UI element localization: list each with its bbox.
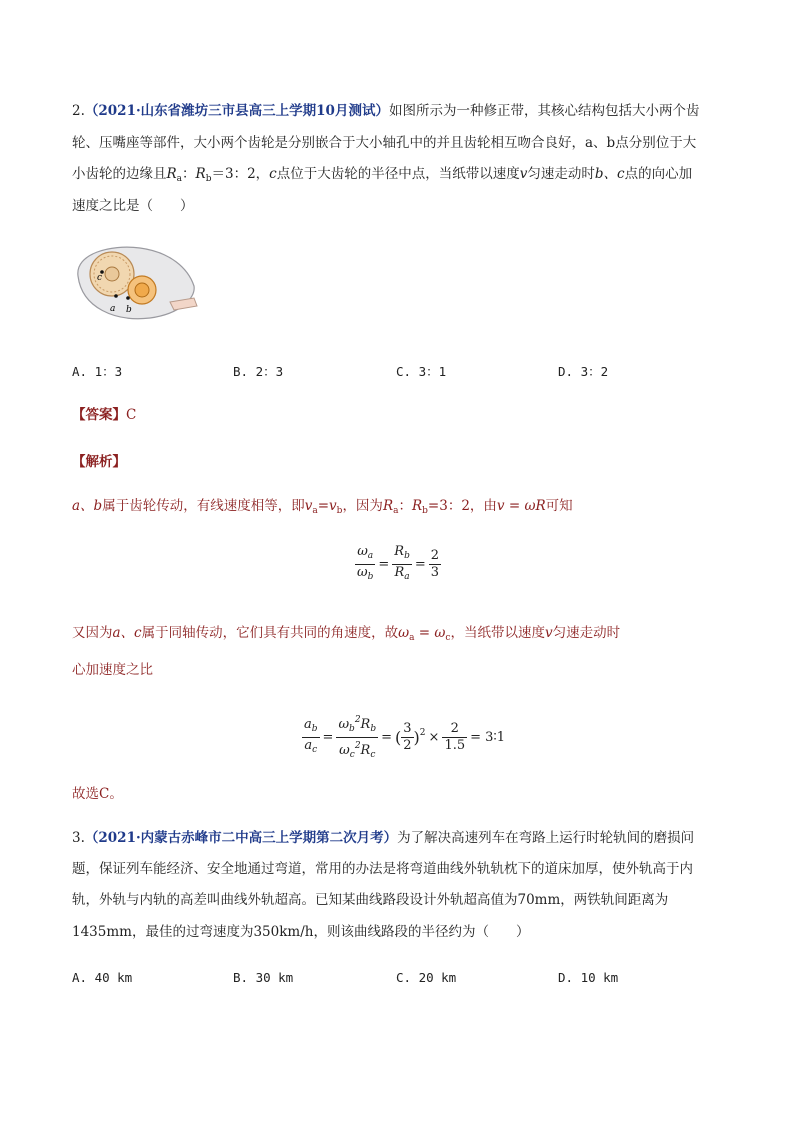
q2-number: 2. [72,103,85,119]
al1-rb: R [411,498,423,514]
conclusion: 故选C。 [72,786,123,802]
eq2-d2b: R [360,743,371,758]
eq2-pow: 2 [419,728,426,738]
eq2-d3: 1.5 [444,738,466,753]
eq1-num-b-sub: b [404,551,410,561]
q3-text-1: 为了解决高速列车在弯路上运行时轮轨间的磨损问 [397,830,695,846]
eq1-frac-num [429,548,441,581]
q2-bc: b、c [594,166,625,182]
analysis-line-1 [72,496,573,521]
al1-eq: = [317,498,330,514]
eq1-frac-r [392,544,412,585]
figure-label-a: a [110,304,116,314]
q3-source: （2021·内蒙古赤峰市二中高三上学期第二次月考） [84,830,398,846]
eq2-n3: 2 [442,721,467,738]
eq2-d2a-sub: c [349,750,355,760]
eq1-equals-2: = [414,557,426,572]
al1-va: v [304,498,313,514]
eq2-frac-2-15 [442,721,467,754]
eq2-n1-sub: b [311,724,318,734]
conclusion-line [72,784,123,804]
answer-tag: 【答案】 [72,407,126,423]
eq2-result: = 3∶1 [470,730,506,745]
eq2-frac-32 [401,721,413,754]
eq1-den-b-sub: a [404,572,410,582]
eq2-d2a: ω [339,743,350,758]
q2-rb: R [195,166,206,182]
q2-ratio: ＝3：2， [211,166,270,182]
q2-option-c[interactable]: C. 3：1 [396,364,447,379]
q3-line-4 [72,922,529,942]
al1-v: v [496,498,505,514]
q3-text-3: 轨，外轨与内轨的高差叫曲线外轨超高。已知某曲线路段设计外轨超高值为70mm，两铁轨间距离为 [72,892,669,908]
al2-omega-c: ω [434,625,446,641]
al2-c: 属于同轴传动，它们具有共同的角速度，故 [141,625,399,641]
eq2-d2b-sub: c [370,750,376,760]
al2-i: 匀速走动时 [552,625,621,641]
al1-va-sub: a [312,506,318,516]
eq1-num-b: R [394,544,405,559]
q2-ra-sub: a [176,174,183,184]
q2-v: v [519,166,528,182]
q3-option-b[interactable]: B. 30 km [233,970,294,985]
eq2-n1: a [304,717,312,732]
eq1-den-a-sub: b [367,572,374,582]
eq2-n2a-sub: b [349,724,355,734]
q2-line-3 [72,164,692,189]
q2-rb-sub: b [205,174,212,184]
eq2-equals-a: = [322,730,334,745]
al1-ab: a、b [72,498,103,514]
al2-omega-a: ω [398,625,410,641]
analysis-tag: 【解析】 [72,454,126,470]
al1-ra: R [382,498,394,514]
q3-text-2: 题，保证列车能经济、安全地通过弯道，常用的办法是将弯道曲线外轨轨枕下的道床加厚，使外轨高于内 [72,861,693,877]
eq2-fn: 3 [403,721,412,736]
eq2-d1-sub: c [312,745,318,755]
eq1-frac-omega [355,544,375,585]
answer-line [72,405,136,425]
q3-text-4: 1435mm，最佳的过弯速度为350km/h，则该曲线路段的半径约为（ ） [72,924,530,940]
q3-option-c[interactable]: C. 20 km [396,970,457,985]
equation-1 [355,544,441,585]
q2-option-d[interactable]: D. 3：2 [558,364,609,379]
correction-tape-figure [70,236,200,331]
al1-b: 属于齿轮传动，有线速度相等，即 [102,498,305,514]
q3-line-1 [72,828,694,848]
al2-omega-a-sub: a [409,633,415,643]
equation-2 [302,712,508,763]
eq1-num-a: ω [357,544,368,559]
eq1-equals-1: = [378,557,390,572]
analysis-line-2 [72,623,620,648]
q2-line-1 [72,101,699,121]
q2-text-3c: 点位于大齿轮的半径中点，当纸带以速度 [276,166,520,182]
al1-ra-sub: a [393,506,399,516]
q2-source: （2021·山东省潍坊三市县高三上学期10月测试） [84,103,389,119]
eq2-frac-a [302,717,320,758]
eq2-frac-omega [336,712,378,763]
q2-option-b[interactable]: B. 2：3 [233,364,284,379]
q2-ra: R [166,166,177,182]
al1-vb: v [329,498,337,514]
q2-c: c [269,166,277,182]
figure-label-c: c [97,273,103,283]
al1-ratio: =3：2，由 [427,498,497,514]
eq2-n2b-sub: b [370,724,377,734]
q3-number: 3. [72,830,85,846]
eq1-num-a-sub: a [367,551,374,561]
al1-colon: ： [398,498,412,514]
eq1-den-b: R [394,565,405,580]
q2-text-1: 如图所示为一种修正带，其核心结构包括大小两个齿 [388,103,700,119]
eq2-paren-l: ( [395,728,402,747]
figure-label-b: b [126,305,132,315]
al2-ac: a、c [112,625,142,641]
q2-line-2 [72,133,696,153]
al1-f: ，因为 [342,498,383,514]
eq2-equals-b: = [381,730,393,745]
eq1-num-c: 2 [430,548,440,563]
q3-line-2 [72,859,693,879]
eq2-fd: 2 [403,738,412,753]
q3-option-d[interactable]: D. 10 km [558,970,619,985]
eq2-n2a: ω [338,717,350,732]
eq2-n2b: R [360,717,371,732]
al3-text: 心加速度之比 [72,662,153,678]
eq2-n2-sup: 2 [354,715,361,725]
eq1-den-a: ω [357,565,368,580]
q2-text-3f: 点的向心加 [624,166,693,182]
al1-omega-r: ωR [524,498,546,514]
al1-n: 可知 [545,498,573,514]
analysis-line-3 [72,660,153,680]
al2-omega-c-sub: c [445,633,451,643]
q2-line-4 [72,196,194,216]
q2-text-4: 速度之比是（ ） [72,198,194,214]
al2-a: 又因为 [72,625,113,641]
eq2-times: × [428,730,440,745]
q2-option-a[interactable]: A. 1：3 [72,364,123,379]
al1-vb-sub: b [336,506,343,516]
al2-v: v [544,625,553,641]
answer-value: C [126,407,137,423]
analysis-tag-line [72,452,126,472]
al2-g: ，当纸带以速度 [450,625,545,641]
q2-text-3d: 匀速走动时 [527,166,595,182]
eq2-d1: a [304,738,313,753]
al2-eq: = [414,625,435,641]
al1-eq2: = [504,498,525,514]
eq1-den-c: 3 [430,565,440,580]
q3-line-3 [72,890,668,910]
q2-text-2: 轮、压嘴座等部件，大小两个齿轮是分别嵌合于大小轴孔中的并且齿轮相互吻合良好，a、b点分别位于大 [72,135,697,151]
eq2-d2-sup: 2 [354,741,361,751]
q2-colon: ： [182,166,196,182]
eq2-paren-r: ) [413,728,420,747]
q2-text-3a: 小齿轮的边缘且 [72,166,167,182]
al1-rb-sub: b [422,506,428,516]
q3-option-a[interactable]: A. 40 km [72,970,133,985]
